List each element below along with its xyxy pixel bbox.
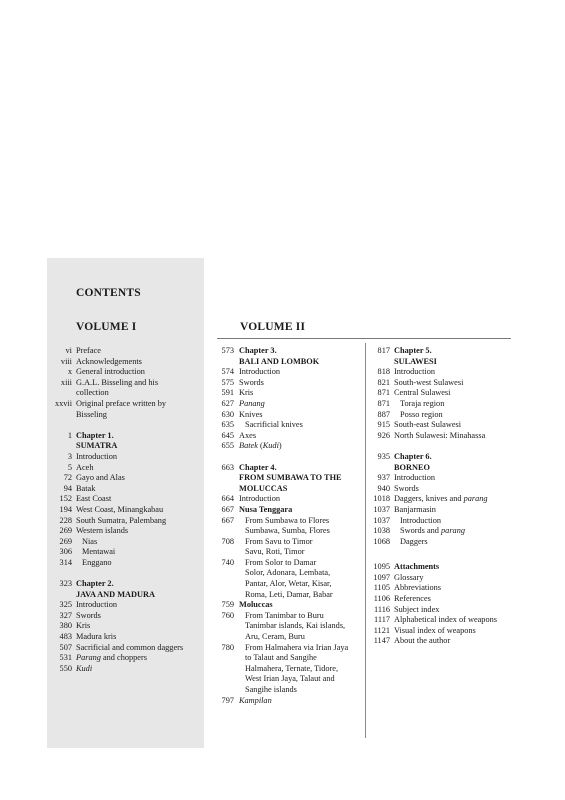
toc-entry[interactable]	[370, 473, 520, 484]
toc-entry[interactable]	[48, 516, 198, 527]
volume-two-rule	[217, 338, 511, 339]
page-number: 818	[377, 367, 390, 377]
entry-title	[239, 611, 345, 643]
toc-entry[interactable]	[48, 378, 198, 399]
toc-entry[interactable]	[218, 388, 364, 399]
page-number: 940	[377, 483, 390, 493]
entry-title-line: Savu, Roti, Timor	[245, 547, 305, 557]
toc-entry[interactable]	[48, 600, 198, 611]
entry-title: G.A.L. Bisseling and his collection	[76, 377, 159, 398]
page-number: 228	[59, 515, 72, 525]
entry-title: Introduction	[394, 473, 436, 483]
toc-entry[interactable]	[370, 494, 520, 505]
page-number: 821	[377, 377, 390, 387]
entry-title-line: to Talaut and Sangihe	[245, 653, 317, 663]
page-number: 1097	[373, 572, 390, 582]
toc-section[interactable]	[370, 562, 520, 573]
entry-title: Enggano	[82, 557, 112, 567]
entry-title-line: From Tanimbar to Buru	[245, 610, 324, 620]
entry-title: Swords	[239, 377, 264, 387]
section-title: Attachments	[394, 562, 440, 572]
italic-term: Batek	[239, 441, 258, 451]
entry-title: Introduction	[400, 515, 442, 525]
chapter-number: Chapter 4.	[239, 462, 277, 472]
page-number: 1121	[373, 625, 390, 635]
toc-entry[interactable]	[48, 452, 198, 463]
entry-title-rest: Swords and	[400, 526, 442, 536]
page-number: 1105	[373, 583, 390, 593]
entry-title: East Coast	[76, 494, 112, 504]
entry-title: Central Sulawesi	[394, 388, 451, 398]
page-number: 72	[63, 473, 72, 483]
chapter-title: SULAWESI	[394, 356, 437, 366]
toc-entry[interactable]	[218, 643, 364, 696]
page-number: 550	[59, 663, 72, 673]
chapter-title: FROM SUMBAWA TO THE	[239, 473, 342, 483]
chapter-heading	[394, 452, 432, 473]
chapter-heading	[239, 346, 319, 367]
toc-entry[interactable]	[370, 605, 520, 616]
toc-entry[interactable]	[370, 626, 520, 637]
section-title: Nusa Tenggara	[239, 504, 293, 514]
italic-term: Kudi	[262, 441, 279, 451]
entry-title: Axes	[239, 430, 257, 440]
toc-entry[interactable]	[48, 643, 198, 654]
toc-entry[interactable]	[370, 516, 520, 527]
entry-title: About the author	[394, 636, 451, 646]
page-number: 325	[59, 600, 72, 610]
entry-title-line: Aru, Ceram, Buru	[245, 632, 305, 642]
chapter-number: Chapter 1.	[76, 430, 114, 440]
page-number: 573	[221, 346, 234, 355]
toc-chapter[interactable]	[48, 579, 198, 600]
page-number: 645	[221, 430, 234, 440]
page-number: 664	[221, 494, 234, 504]
page-number: 483	[59, 632, 72, 642]
toc-entry[interactable]	[218, 410, 364, 421]
toc-entry[interactable]	[48, 547, 198, 558]
toc-entry[interactable]	[218, 494, 364, 505]
entry-title-line: Solor, Adonara, Lembata,	[245, 568, 331, 578]
entry-title-line: Roma, Leti, Damar, Babar	[245, 589, 333, 599]
toc-entry[interactable]	[370, 583, 520, 594]
page-number: 507	[59, 642, 72, 652]
toc-entry[interactable]	[48, 537, 198, 548]
toc-chapter[interactable]	[370, 452, 520, 473]
volume-two-title: VOLUME II	[240, 321, 306, 333]
entry-title-line: From Savu to Timor	[245, 536, 313, 546]
entry-title: Abbreviations	[394, 583, 442, 593]
entry-title: Sacrificial knives	[245, 420, 303, 430]
entry-title: South-west Sulawesi	[394, 377, 464, 387]
toc-entry[interactable]	[218, 611, 364, 643]
toc-entry[interactable]	[370, 388, 520, 399]
page-number: 1068	[373, 536, 390, 546]
entry-title-line: Tanimbar islands, Kai islands,	[245, 621, 346, 631]
chapter-heading	[76, 431, 117, 452]
toc-entry[interactable]	[48, 346, 198, 357]
toc-entry[interactable]	[370, 505, 520, 516]
toc-entry[interactable]	[218, 399, 364, 410]
entry-title-line: From Halmahera via Irian Jaya	[245, 642, 349, 652]
entry-title-line: Sangihe islands	[245, 685, 297, 694]
entry-title: Western islands	[76, 526, 129, 536]
italic-term: parang	[441, 526, 466, 536]
entry-title: Mentawai	[82, 547, 116, 557]
section-title: Moluccas	[239, 600, 273, 610]
page-number: 269	[59, 526, 72, 536]
page-number: 1116	[374, 604, 390, 614]
chapter-number: Chapter 6.	[394, 451, 432, 461]
toc-entry[interactable]	[48, 505, 198, 516]
entry-title: Madura kris	[76, 632, 117, 642]
entry-title: Panang	[239, 398, 265, 408]
toc-entry[interactable]	[370, 399, 520, 410]
entry-title: Banjarmasin	[394, 504, 436, 514]
toc-entry[interactable]	[370, 636, 520, 647]
entry-title: Gayo and Alas	[76, 473, 125, 483]
entry-title: Glossary	[394, 572, 424, 582]
page-number: 1147	[373, 636, 390, 646]
entry-title: North Sulawesi: Minahassa	[394, 430, 486, 440]
volume-two-list-b	[370, 346, 520, 647]
entry-title: Introduction	[394, 367, 436, 377]
chapter-number: Chapter 5.	[394, 346, 432, 355]
entry-title: Sacrificial and common daggers	[76, 642, 184, 652]
entry-title	[394, 494, 488, 505]
chapter-number: Chapter 3.	[239, 346, 277, 355]
toc-entry[interactable]	[218, 537, 364, 558]
toc-entry[interactable]	[370, 484, 520, 495]
toc-entry[interactable]	[218, 378, 364, 389]
volume-one-title: VOLUME I	[76, 321, 137, 333]
page-number: 152	[59, 494, 72, 504]
toc-entry[interactable]	[48, 558, 198, 569]
entry-title: General introduction	[76, 367, 145, 377]
page-number: 3	[67, 451, 72, 461]
entry-title	[239, 643, 348, 696]
toc-entry[interactable]	[48, 664, 198, 675]
page-number: 1037	[373, 504, 390, 514]
page-number: 740	[221, 557, 234, 567]
entry-title: Introduction	[239, 367, 281, 377]
page-number: 780	[221, 642, 234, 652]
page-number: 94	[63, 483, 72, 493]
page-number: 575	[221, 377, 234, 387]
entry-title-line: From Sumbawa to Flores	[245, 515, 330, 525]
toc-chapter[interactable]	[48, 431, 198, 452]
entry-title-line: Pantar, Alor, Wetar, Kisar,	[245, 579, 332, 589]
page-number: 1106	[373, 594, 390, 604]
page-number: 926	[377, 430, 390, 440]
page-number: 915	[377, 420, 390, 430]
toc-entry[interactable]	[48, 473, 198, 484]
volume-one-list	[48, 346, 198, 674]
page-number: 1018	[373, 494, 390, 504]
toc-entry[interactable]	[370, 431, 520, 442]
page-number: 635	[221, 420, 234, 430]
entry-title: Kudi	[76, 663, 93, 673]
entry-title	[239, 537, 313, 558]
entry-title: Nias	[82, 536, 98, 546]
toc-entry[interactable]	[218, 558, 364, 600]
page-number: 663	[221, 462, 234, 472]
toc-entry[interactable]	[218, 431, 364, 442]
entry-title: Knives	[239, 409, 263, 419]
page-number: 708	[221, 536, 234, 546]
page-number: 1095	[373, 562, 390, 572]
page-number: vi	[65, 346, 72, 355]
entry-title: Swords	[394, 483, 419, 493]
toc-entry[interactable]	[370, 573, 520, 584]
page-number: 269	[59, 536, 72, 546]
toc-entry[interactable]	[48, 357, 198, 368]
toc-entry[interactable]	[48, 632, 198, 643]
page-number: 574	[221, 367, 234, 377]
entry-title: South-east Sulawesi	[394, 420, 462, 430]
entry-title	[239, 558, 333, 600]
entry-title: Posso region	[400, 409, 443, 419]
entry-title-line: Sumbawa, Sumba, Flores	[245, 526, 330, 536]
page-number: 1117	[374, 615, 390, 625]
chapter-title-cont: MOLUCCAS	[239, 483, 288, 493]
entry-title	[239, 441, 282, 452]
page-number: xxvii	[54, 398, 72, 408]
toc-entry[interactable]	[48, 484, 198, 495]
toc-section[interactable]	[218, 505, 364, 516]
entry-title: Kampilan	[239, 695, 272, 705]
page-number: 760	[221, 610, 234, 620]
page-number: x	[67, 367, 72, 377]
entry-title: Aceh	[76, 462, 94, 472]
toc-entry[interactable]	[218, 696, 364, 707]
page-number: 627	[221, 398, 234, 408]
page-number: 1	[67, 430, 72, 440]
toc-entry[interactable]	[370, 594, 520, 605]
italic-term: parang	[463, 494, 488, 504]
page-number: 323	[59, 579, 72, 589]
entry-title	[239, 516, 330, 537]
entry-title: References	[394, 594, 431, 604]
toc-entry[interactable]	[218, 516, 364, 537]
chapter-title: BALI AND LOMBOK	[239, 356, 320, 366]
toc-entry[interactable]	[370, 537, 520, 548]
toc-chapter[interactable]	[218, 346, 364, 367]
toc-entry[interactable]	[370, 378, 520, 389]
toc-entry[interactable]	[370, 420, 520, 431]
toc-chapter[interactable]	[218, 463, 364, 495]
entry-title: Acknowledgements	[76, 356, 142, 366]
page-number: 591	[221, 388, 234, 398]
entry-title: West Coast, Minangkabau	[76, 504, 164, 514]
toc-entry[interactable]	[48, 621, 198, 632]
page-number: 327	[59, 610, 72, 620]
chapter-number: Chapter 2.	[76, 579, 114, 589]
entry-title-rest: (	[257, 441, 263, 451]
entry-title: Visual index of weapons	[394, 625, 476, 635]
toc-entry[interactable]	[48, 463, 198, 474]
chapter-title: BORNEO	[394, 462, 430, 472]
toc-entry[interactable]	[218, 441, 364, 452]
toc-entry[interactable]	[218, 367, 364, 378]
entry-title-rest: Daggers, knives and	[394, 494, 464, 504]
toc-entry[interactable]	[370, 526, 520, 537]
column-divider	[365, 343, 366, 738]
entry-title: Kris	[239, 388, 254, 398]
entry-title: Daggers	[400, 536, 428, 546]
entry-title: Introduction	[239, 494, 281, 504]
entry-title	[394, 526, 465, 537]
toc-entry[interactable]	[370, 410, 520, 421]
entry-title: South Sumatra, Palembang	[76, 515, 167, 525]
chapter-title: JAVA AND MADURA	[76, 589, 155, 599]
page-number: 759	[221, 600, 234, 610]
page-number: 531	[59, 653, 72, 663]
page-number: 194	[59, 504, 72, 514]
page-number: 314	[59, 557, 72, 567]
page-number: 380	[59, 621, 72, 631]
page-number: 1037	[373, 515, 390, 525]
entry-title-line: West Irian Jaya, Talaut and	[245, 674, 335, 684]
entry-title: Alphabetical index of weapons	[394, 615, 497, 625]
page-number: 817	[377, 346, 390, 355]
page-number: viii	[60, 356, 72, 366]
chapter-heading	[239, 463, 342, 495]
contents-title: CONTENTS	[76, 287, 141, 299]
toc-chapter[interactable]	[370, 346, 520, 367]
entry-title-rest: and choppers	[100, 653, 147, 663]
toc-entry[interactable]	[48, 494, 198, 505]
page-number: 306	[59, 547, 72, 557]
entry-title: Swords	[76, 610, 101, 620]
page-number: 935	[377, 451, 390, 461]
toc-entry[interactable]	[370, 367, 520, 378]
page-number: 630	[221, 409, 234, 419]
toc-entry[interactable]	[48, 399, 198, 420]
toc-entry[interactable]	[370, 615, 520, 626]
toc-entry[interactable]	[48, 367, 198, 378]
page-number: 1038	[373, 526, 390, 536]
volume-two-list-a	[218, 346, 364, 706]
toc-section[interactable]	[218, 600, 364, 611]
entry-title: Toraja region	[400, 398, 445, 408]
chapter-heading	[76, 579, 155, 600]
toc-entry[interactable]	[48, 526, 198, 537]
entry-title-line: Halmahera, Ternate, Tidore,	[245, 663, 339, 673]
entry-title-line: From Solor to Damar	[245, 557, 317, 567]
page-number: 887	[377, 409, 390, 419]
entry-title-end: )	[278, 441, 282, 451]
chapter-heading	[394, 346, 437, 367]
entry-title: Original preface written by Bisseling	[76, 398, 167, 419]
page-number: 655	[221, 441, 234, 451]
toc-entry[interactable]	[48, 611, 198, 622]
entry-title: Preface	[76, 346, 101, 355]
entry-title: Introduction	[76, 451, 118, 461]
page-number: 797	[221, 695, 234, 705]
entry-title: Kris	[76, 621, 91, 631]
page-number: 667	[221, 515, 234, 525]
page-number: 667	[221, 504, 234, 514]
page-number: 871	[377, 398, 390, 408]
chapter-title: SUMATRA	[76, 441, 118, 451]
page-number: 5	[67, 462, 72, 472]
entry-title	[76, 653, 147, 664]
entry-title: Introduction	[76, 600, 118, 610]
entry-title: Subject index	[394, 604, 440, 614]
entry-title: Batak	[76, 483, 96, 493]
page-number: 937	[377, 473, 390, 483]
page-number: 871	[377, 388, 390, 398]
toc-entry[interactable]	[48, 653, 198, 664]
toc-entry[interactable]	[218, 420, 364, 431]
page-number: xiii	[60, 377, 72, 387]
italic-term: Parang	[76, 653, 101, 663]
